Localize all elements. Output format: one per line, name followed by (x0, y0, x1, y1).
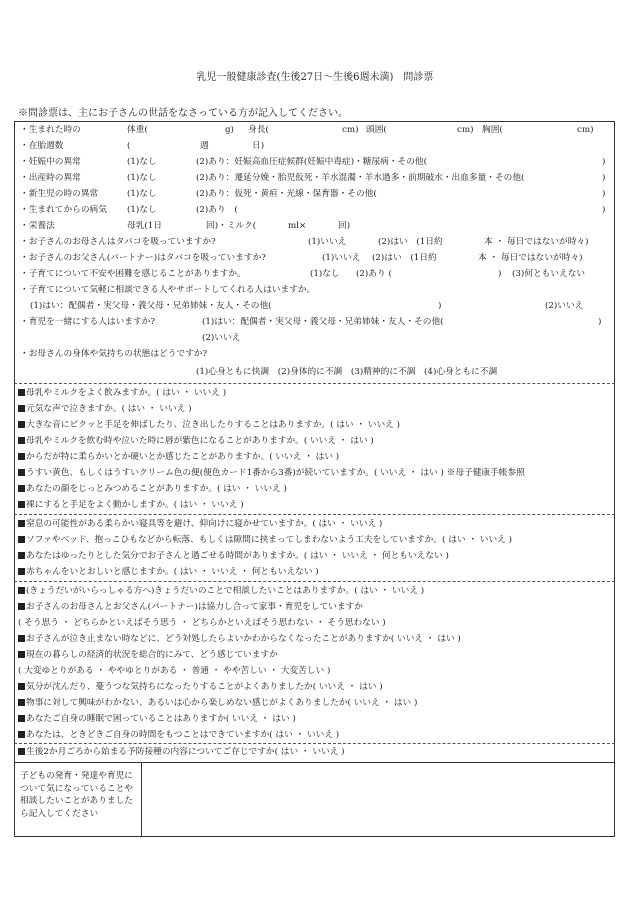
page-title: 乳児一般健康診査(生後27日〜生後6週未満) 問診票 (196, 72, 434, 83)
safety-item[interactable]: 窒息の可能性がある柔らかい寝具等を避け、仰向けに寝かせていますか。( はい ・ いいえ ) (18, 518, 382, 530)
divider (14, 762, 615, 763)
birth-measurements-row: ・生まれた時の 体重( g) 身長( cm) 頭囲( cm) 胸囲( cm) (20, 125, 594, 135)
family-item[interactable]: 物事に対して興味がわかない、あるいは心から楽しめない感じがよくありましたか( いいえ ・ はい ) (18, 697, 417, 709)
family-options[interactable]: ( そう思う ・ どちらかといえばそう思う ・ どちらかといえばそう思わない ・ そう思わない ) (18, 618, 386, 628)
birth-weight-field[interactable]: 体重( (127, 125, 148, 135)
anxiety-unknown[interactable]: (3)何ともいえない (512, 269, 586, 279)
free-text-area[interactable] (143, 764, 613, 836)
divider (14, 383, 615, 384)
helper-row: ・育児を一緒にする人はいますか? (1)はい：配偶者・実父母・義父母・兄弟姉妹・友人・その他( ) (20, 317, 602, 327)
family-item: 現在の暮らしの経済的状況を総合的にみて、どう感じていますか (18, 649, 278, 661)
safety-item[interactable]: 赤ちゃんをいとおしいと感じますか。( はい ・ いいえ ・ 何ともいえない ) (18, 566, 319, 578)
support-no[interactable]: (2)いいえ (545, 301, 584, 311)
pregnancy-none-option[interactable]: (1)なし (127, 157, 157, 167)
family-item[interactable]: (きょうだいがいらっしゃる方へ)きょうだいのことで相談したいことはありますか。( はい ・ いいえ ) (18, 585, 424, 597)
column-divider (141, 763, 142, 837)
helper-no[interactable]: (2)いいえ (202, 333, 241, 343)
vaccine-item[interactable]: 生後2か月ごろから始まる予防接種の内容についてご存じですか( はい ・ いいえ ) (18, 746, 345, 758)
check-item[interactable]: 元気な声で泣きますか。( はい ・ いいえ ) (18, 403, 192, 415)
tobacco-father-no[interactable]: (1)いいえ (322, 253, 361, 263)
family-item[interactable]: あなたは、ときどきご自身の時間をもつことはできていますか( はい ・ いいえ ) (18, 729, 339, 741)
anxiety-row: ・子育てについて不安や困難を感じることがありますか。 (1)なし (2)あり ( ) (3)何ともいえない (20, 269, 586, 279)
divider (14, 514, 615, 515)
family-item: お子さんのお母さんとお父さん(パートナー)は協力し合って家事・育児をしていますか (18, 601, 363, 613)
formula-field[interactable]: 回)・ミルク( (206, 221, 257, 231)
birth-chest-field[interactable]: 胸囲( (482, 125, 503, 135)
pregnancy-yes-option[interactable]: (2)あり：妊娠高血圧症候群(妊娠中毒症)・糖尿病・その他( (196, 157, 427, 167)
divider (14, 743, 615, 744)
illness-row: ・生まれてからの病気 (1)なし (2)あり ( ) (20, 205, 606, 215)
family-item[interactable]: 気分が沈んだり、憂うつな気持ちになったりすることがよくありましたか( いいえ ・ はい ) (18, 681, 383, 693)
check-item[interactable]: 大きな音にビクッと手足を伸ばしたり、泣き出したりすることはありますか。( はい ・ いいえ ) (18, 419, 400, 431)
support-yes[interactable]: (1)はい：配偶者・実父母・義父母・兄弟姉妹・友人・その他( (30, 301, 272, 311)
helper-yes[interactable]: (1)はい：配偶者・実父母・義父母・兄弟姉妹・友人・その他( (202, 317, 444, 327)
breast-milk-field[interactable]: 母乳(1日 (127, 221, 162, 231)
delivery-yes-option[interactable]: (2)あり：遷延分娩・胎児仮死・羊水混濁・羊水過多・前期破水・出血多量・その他( (196, 173, 525, 183)
newborn-row: ・新生児の時の異常 (1)なし (2)あり：仮死・黄疸・光線・保育器・その他( ) (20, 189, 606, 199)
anxiety-none[interactable]: (1)なし (310, 269, 340, 279)
instruction-note: ※問診票は、主にお子さんの世話をなさっている方が記入してください。 (18, 108, 348, 119)
tobacco-father-row: ・お子さんのお父さん(パートナー)はタバコを吸っていますか? (1)いいえ (2)はい (1日約 本 ・ 毎日ではないが時々) (20, 253, 583, 263)
check-item[interactable]: あなたの顔をじっとみつめることがありますか。( はい ・ いいえ ) (18, 483, 287, 495)
anxiety-yes[interactable]: (2)あり ( (356, 269, 392, 279)
newborn-yes-option[interactable]: (2)あり：仮死・黄疸・光線・保育器・その他( (196, 189, 377, 199)
free-text-label: 子どもの発育・発達や育児について気になっていることや相談したいことがありましたら記入してください (20, 771, 133, 819)
family-options[interactable]: ( 大変ゆとりがある ・ ややゆとりがある ・ 普通 ・ やや苦しい ・ 大変苦しい ) (18, 666, 331, 676)
mother-state-choices[interactable]: (1)心身ともに快調 (2)身体的に不調 (3)精神的に不調 (4)心身ともに不調 (196, 367, 498, 377)
support-question: ・子育てについて気軽に相談できる人やサポートしてくれる人はいますか。 (20, 285, 316, 295)
tobacco-father-yes[interactable]: (2)はい (1日約 (372, 253, 437, 263)
family-item[interactable]: あなたご自身の睡眠で困っていることはありますか( いいえ ・ はい ) (18, 713, 296, 725)
check-item[interactable]: うすい黄色、もしくはうすいクリーム色の便(便色カード1番から3番)が続いていますか。( いいえ ・ はい ) ※母子健康手帳参照 (18, 467, 525, 479)
safety-item[interactable]: あなたはゆったりとした気分でお子さんと過ごせる時間がありますか。( はい ・ いいえ ・ 何ともいえない ) (18, 550, 449, 562)
gestation-field[interactable]: ( (127, 141, 131, 151)
tobacco-mother-row: ・お子さんのお母さんはタバコを吸っていますか? (1)いいえ (2)はい (1日約 本 ・ 毎日ではないが時々) (20, 237, 589, 247)
check-item[interactable]: 裸にすると手足をよく動かしますか。( はい ・ いいえ ) (18, 499, 244, 511)
mother-state-question: ・お母さんの身体や気持ちの状態はどうですか? (20, 349, 208, 359)
family-item[interactable]: お子さんが泣き止まない時などに、どう対処したらよいかわからなくなったことがありますか( いいえ ・ はい ) (18, 633, 461, 645)
check-item[interactable]: 母乳やミルクをよく飲みますか。( はい ・ いいえ ) (18, 387, 226, 399)
safety-item[interactable]: ソファやベッド、抱っこひもなどから転落、もしくは隙間に挟まってしまわないよう工夫をしていますか。( はい ・ いいえ ) (18, 534, 512, 546)
birth-height-field[interactable]: 身長( (248, 125, 269, 135)
feeding-row: ・栄養法 母乳(1日 回)・ミルク( ml× 回) (20, 221, 351, 231)
tobacco-mother-no[interactable]: (1)いいえ (308, 237, 347, 247)
illness-none-option[interactable]: (1)なし (127, 205, 157, 215)
illness-yes-option[interactable]: (2)あり ( (196, 205, 238, 215)
delivery-none-option[interactable]: (1)なし (127, 173, 157, 183)
check-item[interactable]: 母乳やミルクを飲む時や泣いた時に唇が紫色になることがありますか。( いいえ ・ はい ) (18, 435, 374, 447)
newborn-none-option[interactable]: (1)なし (127, 189, 157, 199)
delivery-row: ・出産時の異常 (1)なし (2)あり：遷延分娩・胎児仮死・羊水混濁・羊水過多・前期破水・出血多量・その他( ) (20, 173, 606, 183)
tobacco-mother-yes[interactable]: (2)はい (1日約 (378, 237, 443, 247)
pregnancy-row: ・妊娠中の異常 (1)なし (2)あり：妊娠高血圧症候群(妊娠中毒症)・糖尿病・その他( ) (20, 157, 606, 167)
check-item[interactable]: からだが特に柔らかいとか硬いとか感じたことがありますか。( いいえ ・ はい ) (18, 451, 339, 463)
birth-head-field[interactable]: 頭囲( (366, 125, 387, 135)
divider (14, 581, 615, 582)
gestation-row: ・在胎週数 ( 週 日) (20, 141, 265, 151)
